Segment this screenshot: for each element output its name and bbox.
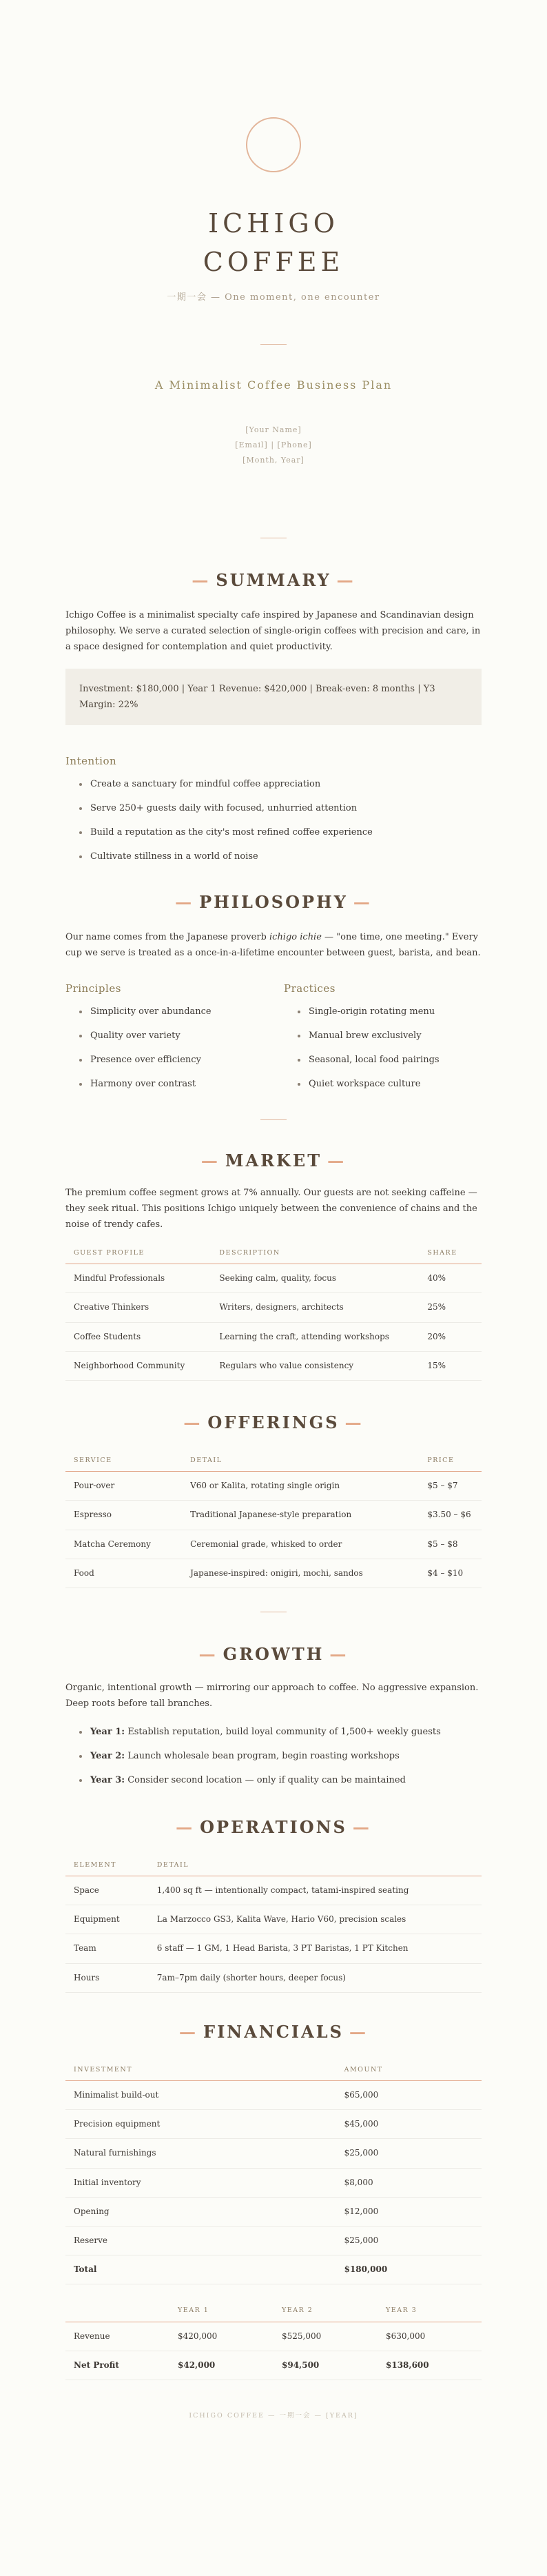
principles-heading: Principles [65,982,121,995]
list-item: Manual brew exclusively [298,1028,482,1044]
key-figures-callout: Investment: $180,000 | Year 1 Revenue: $420,000 | Break-even: 8 months | Y3 Margin: 22% [65,669,482,725]
table-cell: Traditional Japanese-style preparation [182,1501,419,1530]
guest-profile-table [65,1242,482,1381]
growth-section [65,1643,482,1788]
table-row [65,2081,482,2110]
table-cell: Initial inventory [65,2168,336,2197]
column-header: YEAR 3 [378,2300,482,2322]
table-cell: Net Profit [65,2351,169,2380]
philosophy-section [65,891,482,1100]
column-header: SERVICE [65,1450,182,1472]
column-header: AMOUNT [336,2059,482,2081]
summary-text: Ichigo Coffee is a minimalist specialty cafe inspired by Japanese and Scandinavian design philosophy. We serve a curated selection of single-origin coffees with precision and care, in a space designed for contemplation and quiet productivity. [65,610,481,652]
table-cell: V60 or Kalita, rotating single origin [182,1472,419,1501]
table-header-row [65,2059,482,2081]
column-header [65,2300,169,2322]
offerings-section [65,1411,482,1588]
table-row [65,2322,482,2351]
table-row [65,1264,482,1293]
table-cell: $5 – $8 [419,1530,482,1559]
list-item: Presence over efficiency [79,1052,263,1068]
table-cell: Precision equipment [65,2110,336,2139]
table-cell: $3.50 – $6 [419,1501,482,1530]
table-header-row [65,1450,482,1472]
divider [260,1119,287,1120]
principles-list [65,1004,263,1092]
table-cell: 1,400 sq ft — intentionally compact, tatami-inspired seating [149,1876,482,1905]
list-item: Build a reputation as the city's most refined coffee experience [79,824,482,840]
table-cell: 15% [419,1351,482,1380]
table-cell: $138,600 [378,2351,482,2380]
table-cell: Revenue [65,2322,169,2351]
market-section [65,1149,482,1381]
practices-heading: Practices [284,982,336,995]
table-cell: Coffee Students [65,1322,211,1351]
investment-table [65,2059,482,2285]
table-cell: Team [65,1934,149,1963]
table-cell: Creative Thinkers [65,1293,211,1322]
table-cell: Seeking calm, quality, focus [211,1264,419,1293]
table-cell: $420,000 [169,2322,274,2351]
list-item: Single-origin rotating menu [298,1004,482,1020]
market-text: The premium coffee segment grows at 7% annually. Our guests are not seeking caffeine — they seek ritual. This positions Ichigo uniquely between the convenience of chains and the noise of trendy cafes. [65,1188,477,1230]
author-contact: [Email] | [Phone] [235,440,312,450]
philosophy-text: Our name comes from the Japanese proverb ichigo ichie — "one time, one meeting." Every cup we serve is treated as a once-in-a-lifetime encounter between guest, barista, and bean. [65,932,481,958]
table-cell: 7am–7pm daily (shorter hours, deeper focus) [149,1963,482,1992]
column-header: YEAR 1 [169,2300,274,2322]
table-cell: $94,500 [274,2351,378,2380]
table-cell: Regulars who value consistency [211,1351,419,1380]
table-row [65,2139,482,2168]
projection-table [65,2300,482,2380]
practices-column [284,980,482,1100]
table-row [65,1351,482,1380]
section-heading: — OPERATIONS — [176,1816,371,1837]
column-header: SHARE [419,1242,482,1264]
document-date: [Month, Year] [242,456,305,465]
table-row [65,1530,482,1559]
list-item: Cultivate stillness in a world of noise [79,849,482,864]
table-row [65,2110,482,2139]
table-cell: $630,000 [378,2322,482,2351]
list-item: Year 1: Establish reputation, build loyal community of 1,500+ weekly guests [79,1724,482,1740]
table-cell: $8,000 [336,2168,482,2197]
table-header-row [65,2300,482,2322]
table-row [65,1905,482,1934]
financials-section [65,2020,482,2380]
list-item: Harmony over contrast [79,1076,263,1092]
table-cell: Ceremonial grade, whisked to order [182,1530,419,1559]
table-cell: $12,000 [336,2197,482,2226]
table-cell: Learning the craft, attending workshops [211,1322,419,1351]
net-profit-row [65,2351,482,2380]
motto: 一期一会 — One moment, one encounter [167,292,380,303]
list-item: Year 2: Launch wholesale bean program, begin roasting workshops [79,1748,482,1764]
column-header: PRICE [419,1450,482,1472]
growth-text: Organic, intentional growth — mirroring our approach to coffee. No aggressive expansion. Deep roots before tall branches. [65,1682,479,1709]
column-header: DESCRIPTION [211,1242,419,1264]
author-name: [Your Name] [245,425,302,435]
table-cell: Opening [65,2197,336,2226]
table-cell: 20% [419,1322,482,1351]
table-cell: $4 – $10 [419,1559,482,1588]
divider [260,344,287,345]
column-header: INVESTMENT [65,2059,336,2081]
table-cell: 6 staff — 1 GM, 1 Head Barista, 3 PT Baristas, 1 PT Kitchen [149,1934,482,1963]
column-header: DETAIL [149,1854,482,1876]
table-cell: Space [65,1876,149,1905]
table-cell: La Marzocco GS3, Kalita Wave, Hario V60, precision scales [149,1905,482,1934]
table-cell: $180,000 [336,2255,482,2284]
section-heading: — PHILOSOPHY — [175,892,372,912]
table-row [65,2197,482,2226]
column-header: YEAR 2 [274,2300,378,2322]
table-cell: $5 – $7 [419,1472,482,1501]
list-item: Simplicity over abundance [79,1004,263,1020]
table-cell: 25% [419,1293,482,1322]
table-cell: Food [65,1559,182,1588]
table-cell: Writers, designers, architects [211,1293,419,1322]
section-heading: — GROWTH — [198,1643,349,1664]
list-item: Year 3: Consider second location — only if quality can be maintained [79,1772,482,1788]
brand-name-line-1: ICHIGO [208,208,339,239]
list-item: Quality over variety [79,1028,263,1044]
offerings-table [65,1450,482,1588]
table-cell: $65,000 [336,2081,482,2110]
table-row [65,1501,482,1530]
summary-section [65,569,482,864]
table-cell: Natural furnishings [65,2139,336,2168]
list-item: Quiet workspace culture [298,1076,482,1092]
list-item: Create a sanctuary for mindful coffee appreciation [79,776,482,792]
practices-list [284,1004,482,1092]
section-heading: — FINANCIALS — [179,2021,368,2042]
table-row [65,2168,482,2197]
intention-heading: Intention [65,755,117,767]
table-cell: Japanese-inspired: onigiri, mochi, sandos [182,1559,419,1588]
table-cell: Reserve [65,2226,336,2255]
operations-table [65,1854,482,1993]
total-row [65,2255,482,2284]
table-cell: $25,000 [336,2139,482,2168]
operations-section [65,1816,482,1993]
table-header-row [65,1854,482,1876]
table-cell: 40% [419,1264,482,1293]
author-details [0,423,547,468]
table-cell: Neighborhood Community [65,1351,211,1380]
philosophy-columns [65,980,482,1100]
column-header: DETAIL [182,1450,419,1472]
table-cell: Equipment [65,1905,149,1934]
section-heading: — OFFERINGS — [183,1412,364,1432]
table-cell: Hours [65,1963,149,1992]
table-cell: $45,000 [336,2110,482,2139]
table-row [65,1963,482,1992]
table-row [65,1876,482,1905]
column-header: GUEST PROFILE [65,1242,211,1264]
table-cell: Minimalist build-out [65,2081,336,2110]
table-row [65,1934,482,1963]
table-cell: Matcha Ceremony [65,1530,182,1559]
table-row [65,1322,482,1351]
section-heading: — SUMMARY — [192,570,355,590]
table-cell: $42,000 [169,2351,274,2380]
document-subtitle: A Minimalist Coffee Business Plan [154,378,393,392]
table-header-row [65,1242,482,1264]
cover-page [0,0,547,465]
section-heading: — MARKET — [200,1150,347,1170]
table-cell: Mindful Professionals [65,1264,211,1293]
list-item: Seasonal, local food pairings [298,1052,482,1068]
table-cell: Espresso [65,1501,182,1530]
table-cell: $25,000 [336,2226,482,2255]
enso-circle-logo [246,117,301,172]
growth-list [65,1724,482,1788]
table-cell: Total [65,2255,336,2284]
column-header: ELEMENT [65,1854,149,1876]
list-item: Serve 250+ guests daily with focused, unhurried attention [79,800,482,816]
brand-name-line-2: COFFEE [203,247,344,277]
intention-list [65,776,482,864]
table-row [65,1559,482,1588]
main-content [0,538,547,2421]
table-cell: $525,000 [274,2322,378,2351]
table-row [65,2226,482,2255]
page-footer: ICHIGO COFFEE — 一期一会 — [YEAR] [189,2411,358,2420]
table-row [65,1472,482,1501]
table-row [65,1293,482,1322]
principles-column [65,980,263,1100]
table-cell: Pour-over [65,1472,182,1501]
